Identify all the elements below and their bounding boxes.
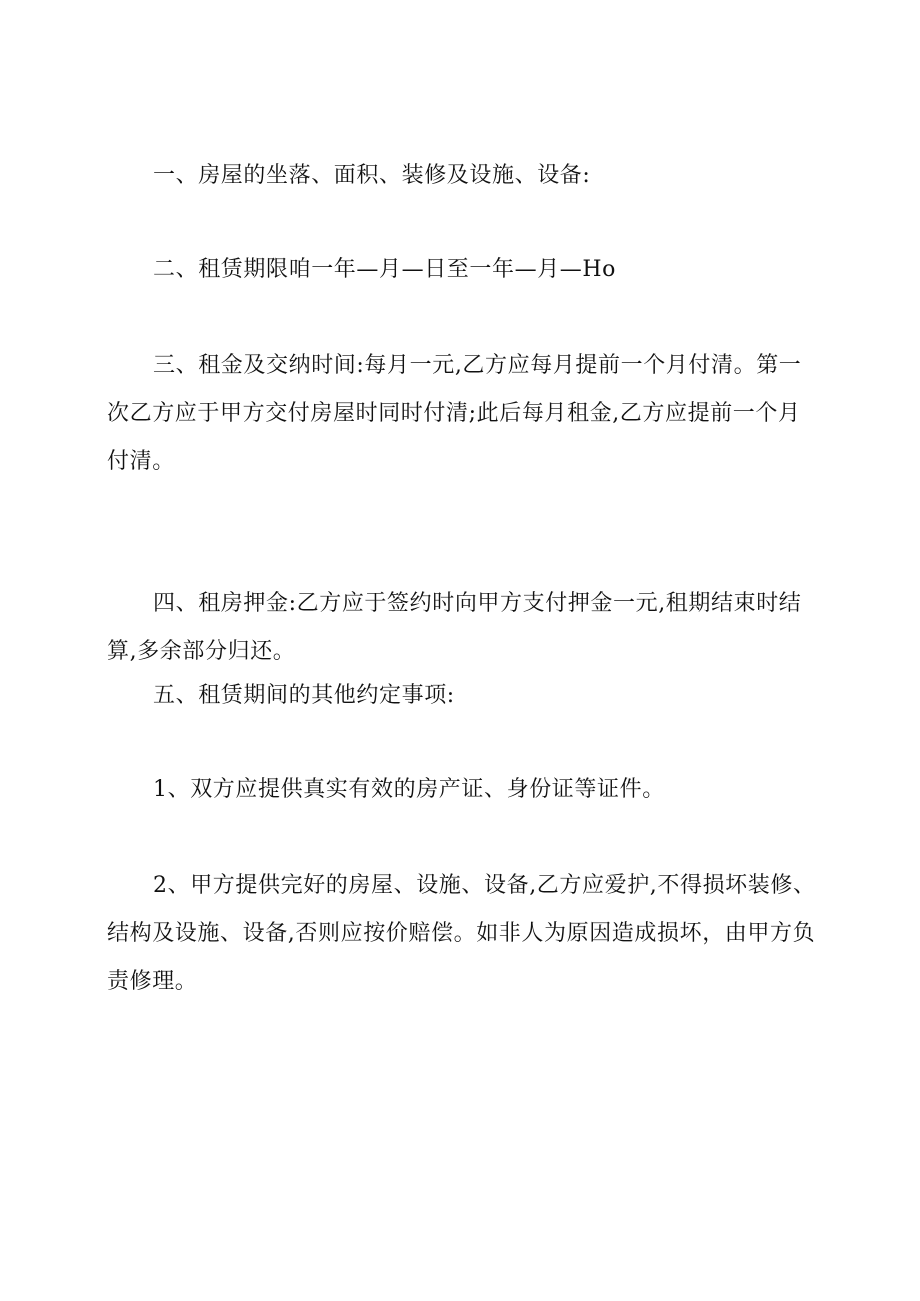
clause-2-lease-term: 二、租赁期限咱一年—月—日至一年—月—Ho [153,257,617,282]
sub-clause-1-documents: 1、双方应提供真实有效的房产证、身份证等证件。 [153,777,665,802]
clause-4-deposit: 四、租房押金:乙方应于签约时向甲方支付押金一元,租期结束时结算,多余部分归还。 [107,591,802,664]
sub-clause-2-maintenance: 2、甲方提供完好的房屋、设施、设备,乙方应爱护,不得损坏装修、结构及设施、设备,否则应按价赔偿。如非人为原因造成损坏，由甲方负责修理。 [107,873,816,994]
clause-1-property-location: 一、房屋的坐落、面积、装修及设施、设备: [153,163,591,188]
clause-5-other-terms: 五、租赁期间的其他约定事项: [153,683,455,708]
clause-3-rent-payment: 三、租金及交纳时间:每月一元,乙方应每月提前一个月付清。第一次乙方应于甲方交付房屋时同时付清;此后每月租金,乙方应提前一个月付清。 [107,353,802,474]
